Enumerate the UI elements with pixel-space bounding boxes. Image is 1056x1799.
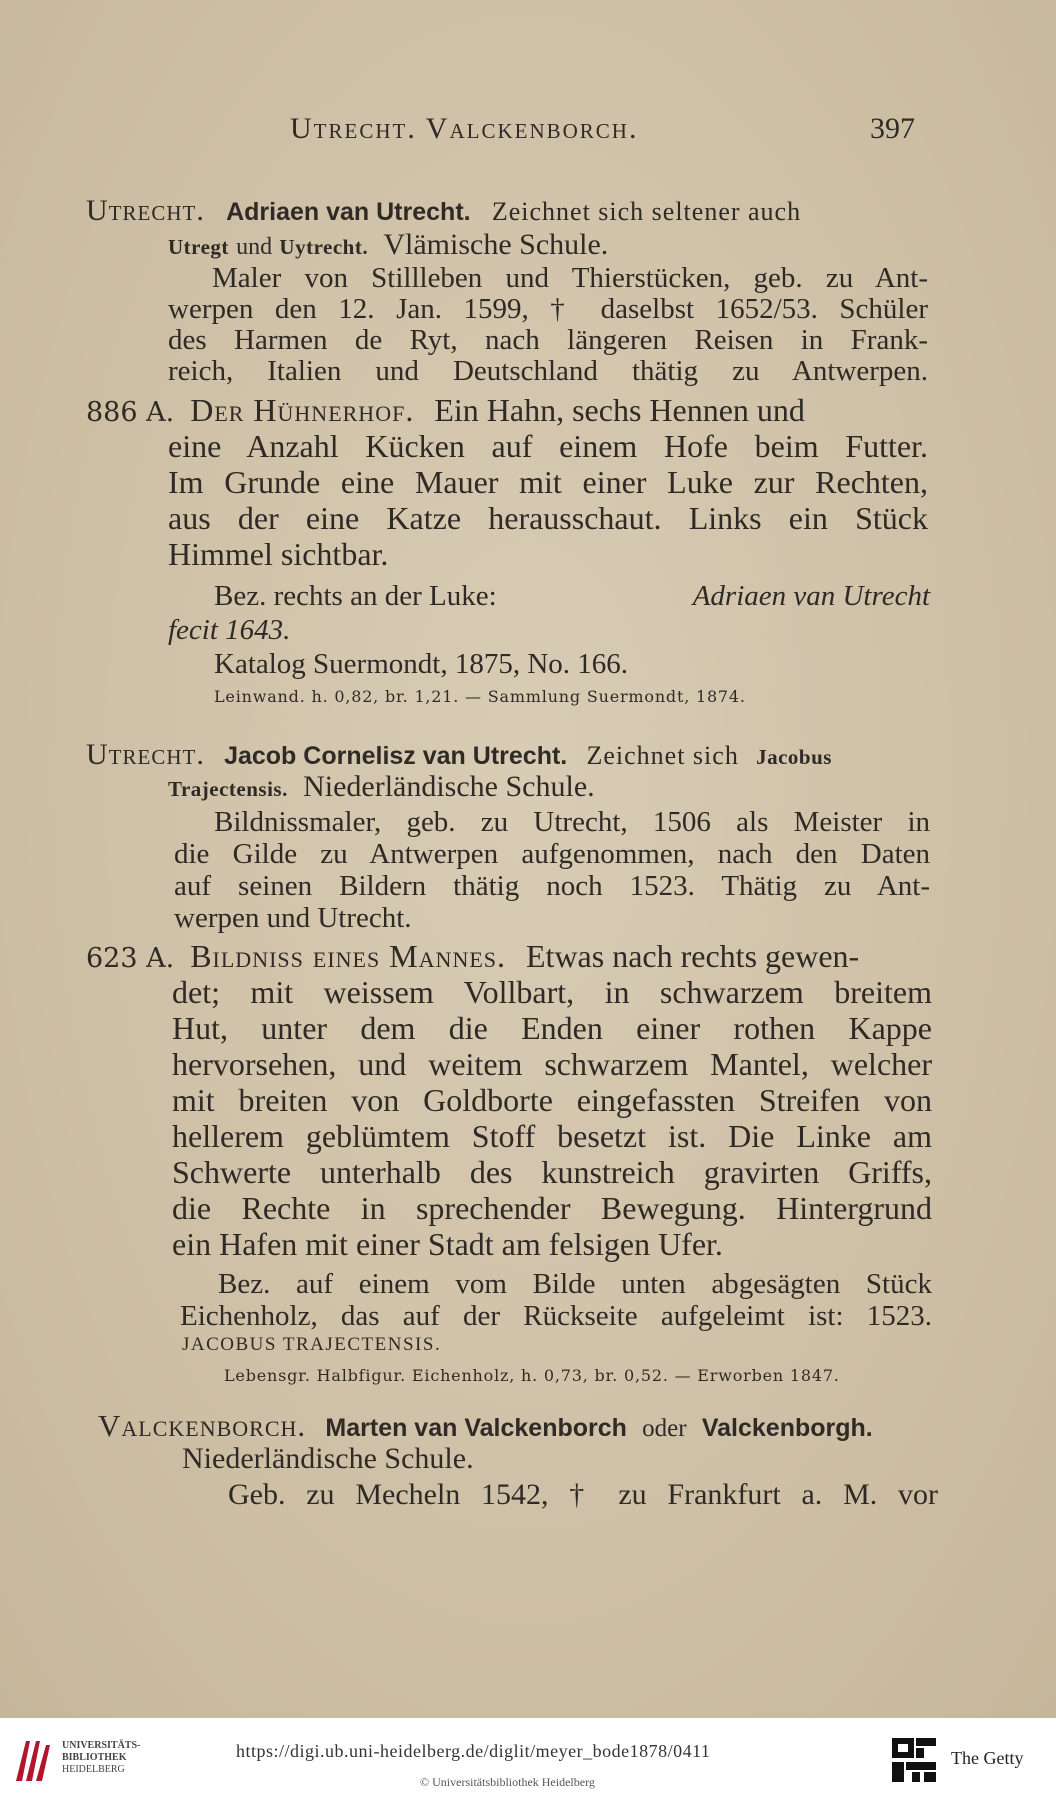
partner-name: The Getty xyxy=(951,1748,1024,1768)
school-label: Vlämische Schule. xyxy=(383,228,609,261)
artist-name-variant: Valckenborgh. xyxy=(701,1414,873,1442)
entry-heading xyxy=(86,194,922,228)
biography-line: reich, Italien und Deutschland thätig zu Antwerpen. xyxy=(168,355,928,387)
biography-line: werpen und Utrecht. xyxy=(174,902,412,934)
catalog-number: 886 A. xyxy=(86,397,175,428)
artist-surname: Utrecht. xyxy=(86,738,205,771)
technical-data: Lebensgr. Halbfigur. Eichenholz, h. 0,73, br. 0,52. — Erworben 1847. xyxy=(224,1366,840,1385)
signature-prefix: Bez. rechts an der Luke: xyxy=(214,580,497,612)
biography-line: Bildnissmaler, geb. zu Utrecht, 1506 als Meister in xyxy=(214,806,930,838)
artist-surname: Utrecht. xyxy=(86,194,205,227)
signature-line: Eichenholz, das auf der Rückseite aufgeleimt ist: 1523. xyxy=(180,1300,932,1332)
painting-title: Bildniss eines Mannes. xyxy=(190,938,506,974)
school-label: Niederländische Schule. xyxy=(303,770,595,803)
catalog-entry-heading xyxy=(86,392,928,429)
entry-heading xyxy=(98,1408,938,1444)
description-line: Im Grunde eine Mauer mit einer Luke zur Rechten, xyxy=(168,464,928,500)
conjunction: oder xyxy=(642,1415,687,1442)
description-line: Himmel sichtbar. xyxy=(168,536,389,572)
copyright-notice: © Universitätsbibliothek Heidelberg xyxy=(420,1775,595,1789)
description-text: Etwas nach rechts gewen- xyxy=(526,938,860,974)
ub-heidelberg-logo-icon[interactable] xyxy=(12,1735,54,1785)
library-name: UNIVERSITÄTS- BIBLIOTHEK HEIDELBERG xyxy=(62,1740,141,1775)
description-line: hervorsehen, und weitem schwarzem Mantel, welcher xyxy=(172,1046,932,1082)
artist-name: Adriaen van Utrecht. xyxy=(226,198,471,226)
catalog-number: 623 A. xyxy=(86,943,175,974)
running-header: Utrecht. Valckenborch. xyxy=(290,112,639,145)
description-line: Hut, unter dem die Enden einer rothen Kappe xyxy=(172,1010,932,1046)
artist-name: Jacob Cornelisz van Utrecht. xyxy=(224,742,568,770)
artist-surname: Valckenborch. xyxy=(98,1408,307,1443)
technical-data: Leinwand. h. 0,82, br. 1,21. — Sammlung Suermondt, 1874. xyxy=(214,687,746,706)
permalink-url[interactable]: https://digi.ub.uni-heidelberg.de/diglit/meyer_bode1878/0411 xyxy=(236,1741,711,1761)
signature-note: Zeichnet sich seltener auch xyxy=(491,197,802,226)
bibliography: Katalog Suermondt, 1875, No. 166. xyxy=(214,648,629,680)
description-line: Schwerte unterhalb des kunstreich gravirten Griffs, xyxy=(172,1154,932,1190)
signature-variant: Jacobus xyxy=(756,745,832,769)
description-line: aus der eine Katze herausschaut. Links ein Stück xyxy=(168,500,928,536)
signature-inscription: Adriaen van Utrecht xyxy=(692,580,930,612)
biography-line: die Gilde zu Antwerpen aufgenommen, nach den Daten xyxy=(174,838,930,870)
school-label: Niederländische Schule. xyxy=(182,1442,474,1475)
description-line: eine Anzahl Kücken auf einem Hofe beim Futter. xyxy=(168,428,928,464)
biography-line: werpen den 12. Jan. 1599, † daselbst 1652/53. Schüler xyxy=(168,293,928,325)
description-text: Ein Hahn, sechs Hennen und xyxy=(434,392,805,428)
biography-line: Geb. zu Mecheln 1542, † zu Frankfurt a. M. vor xyxy=(228,1478,938,1511)
artist-name: Marten van Valckenborch xyxy=(325,1414,627,1442)
signature-inscription: fecit 1643. xyxy=(168,614,291,646)
biography-line: Maler von Stillleben und Thierstücken, geb. zu Ant- xyxy=(212,262,928,294)
getty-logo-icon[interactable] xyxy=(888,1734,940,1786)
page-number: 397 xyxy=(870,112,915,145)
signature-variants: Utregt und Uytrecht. Vlämische Schule. xyxy=(168,228,609,261)
description-line: ein Hafen mit einer Stadt am felsigen Ufer. xyxy=(172,1226,723,1262)
signature-line xyxy=(214,580,930,613)
description-line: hellerem geblümtem Stoff besetzt ist. Die Linke am xyxy=(172,1118,932,1154)
signature-line: Bez. auf einem vom Bilde unten abgesägten Stück xyxy=(218,1268,932,1300)
signature-note: Zeichnet sich xyxy=(586,741,739,770)
biography-line: auf seinen Bildern thätig noch 1523. Thätig zu Ant- xyxy=(174,870,930,902)
description-line: det; mit weissem Vollbart, in schwarzem breitem xyxy=(172,974,932,1010)
signature-inscription: JACOBUS TRAJECTENSIS. xyxy=(182,1334,442,1355)
catalog-entry-heading xyxy=(86,938,932,975)
painting-title: Der Hühnerhof. xyxy=(190,392,415,428)
signature-variants: Trajectensis. Niederländische Schule. xyxy=(168,770,595,803)
entry-heading xyxy=(86,738,928,772)
description-line: mit breiten von Goldborte eingefassten Streifen von xyxy=(172,1082,932,1118)
biography-line: des Harmen de Ryt, nach längeren Reisen in Frank- xyxy=(168,324,928,356)
description-line: die Rechte in sprechender Bewegung. Hintergrund xyxy=(172,1190,932,1226)
